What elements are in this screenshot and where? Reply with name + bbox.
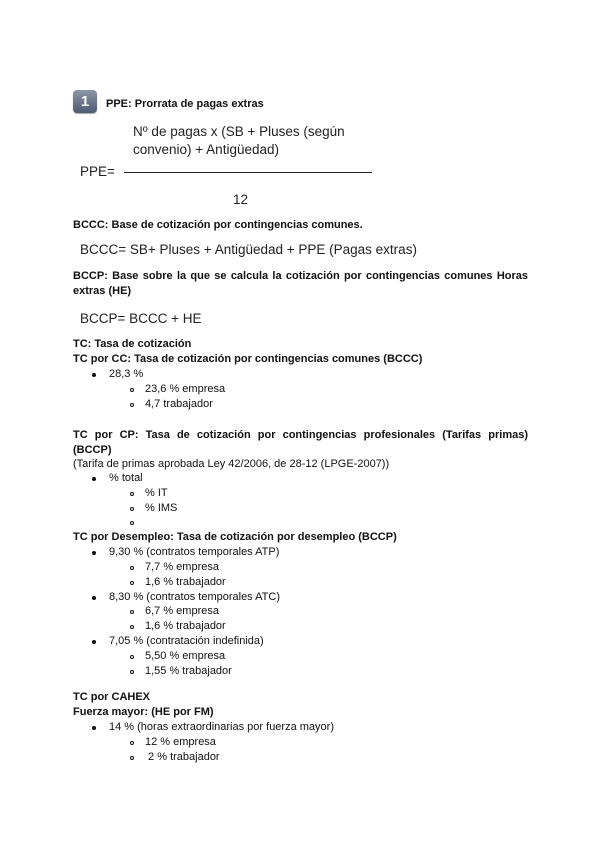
- fraction-bar: [124, 172, 372, 173]
- bccc-heading: BCCC: Base de cotización por contingencias comunes.: [73, 219, 363, 231]
- bullet-circle: [130, 581, 134, 585]
- bullet-circle: [130, 670, 134, 674]
- fm-total: 14 % (horas extraordinarias por fuerza mayor): [109, 721, 334, 733]
- fm-trabajador: 2 % trabajador: [145, 751, 220, 763]
- tc-cp-heading: TC por CP: Tasa de cotización por contingencias profesionales (Tarifas primas) (BCCP): [73, 429, 528, 456]
- bullet-circle: [130, 741, 134, 745]
- ppe-denominator: 12: [233, 192, 249, 207]
- ppe-numerator-line1: Nº de pagas x (SB + Pluses (según: [133, 124, 345, 139]
- bullet-dot: [92, 551, 96, 555]
- tc-des-group3: 7,05 % (contratación indefinida): [109, 635, 264, 647]
- tc-cc-total: 28,3 %: [109, 368, 144, 380]
- tc-cp-it: % IT: [145, 487, 168, 499]
- bccp-heading: BCCP: Base sobre la que se calcula la cotización por contingencias comunes Horas extras (HE): [73, 270, 528, 297]
- bullet-circle: [130, 388, 134, 392]
- tc-heading: TC: Tasa de cotización: [73, 338, 192, 350]
- tc-cp-note: (Tarifa de primas aprobada Ley 42/2006, de 28-12 (LPGE-2007)): [73, 458, 390, 470]
- bccp-formula: BCCP= BCCC + HE: [80, 311, 202, 326]
- ppe-numerator-line2: convenio) + Antigüedad): [133, 142, 279, 157]
- tc-desempleo-heading: TC por Desempleo: Tasa de cotización por desempleo (BCCP): [73, 531, 397, 543]
- bullet-circle: [130, 492, 134, 496]
- fm-empresa: 12 % empresa: [145, 736, 216, 748]
- tc-cc-trabajador: 4,7 trabajador: [145, 398, 213, 410]
- tc-des-group2-trabajador: 1,6 % trabajador: [145, 620, 226, 632]
- bullet-dot: [92, 640, 96, 644]
- bullet-circle: [130, 610, 134, 614]
- tc-cahex-heading: TC por CAHEX: [73, 691, 150, 703]
- tc-des-group3-trabajador: 1,55 % trabajador: [145, 665, 232, 677]
- ppe-heading: PPE: Prorrata de pagas extras: [106, 98, 264, 110]
- tc-des-group1-trabajador: 1,6 % trabajador: [145, 576, 226, 588]
- tc-des-group2: 8,30 % (contratos temporales ATC): [109, 591, 280, 603]
- tc-cp-ims: % IMS: [145, 502, 178, 514]
- tc-cp-total: % total: [109, 472, 143, 484]
- bullet-circle-empty: [130, 521, 134, 525]
- bullet-circle: [130, 403, 134, 407]
- bullet-circle: [130, 625, 134, 629]
- ppe-formula-lhs: PPE=: [80, 164, 115, 179]
- bccc-formula: BCCC= SB+ Pluses + Antigüedad + PPE (Pagas extras): [80, 242, 417, 257]
- tc-cc-empresa: 23,6 % empresa: [145, 383, 226, 395]
- bullet-circle: [130, 507, 134, 511]
- bullet-circle: [130, 756, 134, 760]
- tc-des-group3-empresa: 5,50 % empresa: [145, 650, 226, 662]
- bullet-circle: [130, 566, 134, 570]
- bullet-dot: [92, 596, 96, 600]
- bullet-dot: [92, 477, 96, 481]
- tc-cc-heading: TC por CC: Tasa de cotización por contingencias comunes (BCCC): [73, 353, 423, 365]
- tc-des-group1-empresa: 7,7 % empresa: [145, 561, 219, 573]
- tc-des-group2-empresa: 6,7 % empresa: [145, 605, 219, 617]
- fuerza-mayor-heading: Fuerza mayor: (HE por FM): [73, 706, 214, 718]
- bullet-dot: [92, 726, 96, 730]
- bullet-circle: [130, 655, 134, 659]
- section-number-badge: 1: [73, 90, 97, 113]
- bullet-dot: [92, 373, 96, 377]
- tc-des-group1: 9,30 % (contratos temporales ATP): [109, 546, 280, 558]
